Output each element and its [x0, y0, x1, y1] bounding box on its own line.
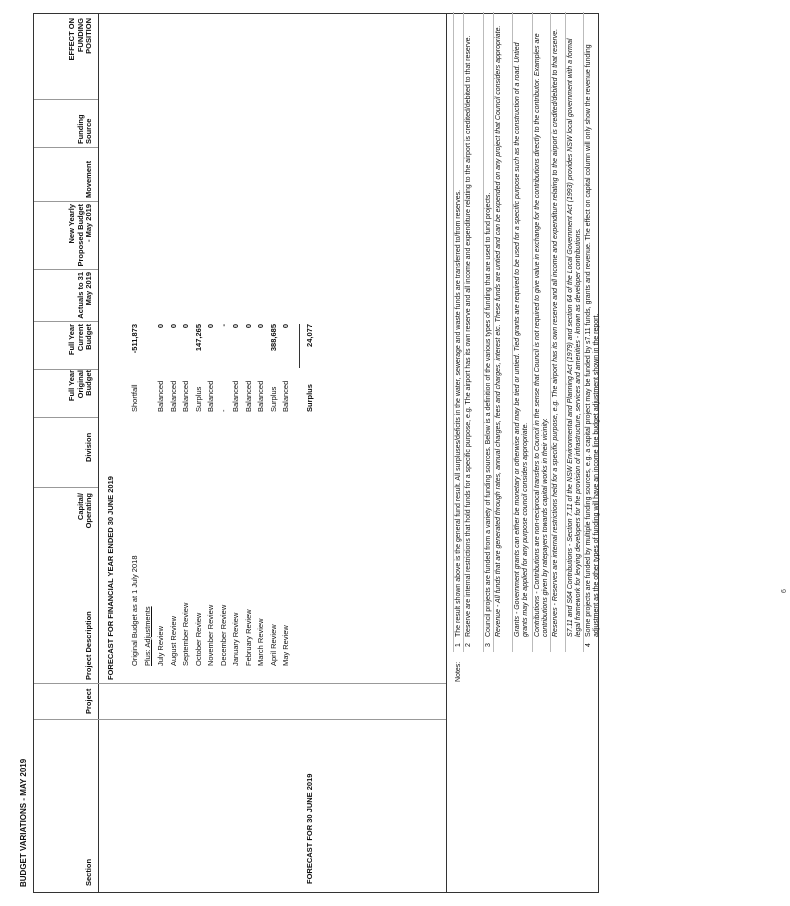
forecast-heading: FORECAST FOR FINANCIAL YEAR ENDED 30 JUNE 2019	[106, 476, 115, 680]
note-divider	[565, 12, 566, 652]
review-status: Balanced	[206, 380, 215, 412]
review-label: April Review	[268, 624, 278, 666]
review-status: Balanced	[168, 380, 178, 412]
note-text: Revenue - All funds that are generated through rates, annual charges, fees and charges, interest etc. These funds are untied and can be expended on any project that Council considers appropriate.	[495, 25, 502, 637]
table-header	[34, 14, 99, 892]
note-text: Some projects are funded by multiple funding sources, e.g. a capital project may be funded by s7.11 funds, grants and revenue. The effect on capital column will only show the revenue funding adjustment as the other types of funding will have an income line budget adjustment shown in the report.	[585, 44, 601, 637]
review-value: 0	[243, 324, 253, 329]
review-label: July Review	[156, 625, 165, 666]
note-divider	[532, 12, 533, 652]
page-number: 6	[781, 589, 788, 593]
review-status: Surplus	[268, 386, 278, 412]
header-funding-source: Funding Source	[75, 114, 94, 144]
note-divider	[483, 12, 484, 652]
forecast-total-label: FORECAST FOR 30 JUNE 2019	[305, 773, 314, 884]
column-divider	[34, 99, 98, 100]
header-current-budget: Full Year Current Budget	[67, 324, 94, 356]
header-project: Project	[84, 688, 94, 714]
note-text: S7.11 and S64 Contributions - Section 7.11 of the NSW Environmental and Planning Act (1979) and section 64 of the Local Government Act (1993) provides NSW local government with a formal legal framework for levying developers for the provision of infrastructure, services and amenities - known as developer contributions.	[567, 38, 583, 637]
review-value: 147,265	[193, 324, 203, 352]
forecast-total-status: Surplus	[305, 384, 314, 412]
note-number: 1	[455, 643, 462, 647]
review-value: 0	[156, 324, 165, 329]
column-divider	[34, 683, 446, 684]
review-status: Balanced	[256, 380, 265, 412]
note-divider	[550, 12, 551, 652]
original-budget-status: Shortfall	[130, 384, 139, 412]
note-text: Reserve are internal restrictions that hold funds for a specific purpose, e.g. The airport has its own reserve and all income and expenditure relating to the airport is credited/debited to that reserve.	[465, 35, 472, 637]
review-label: January Review	[231, 612, 240, 666]
column-divider	[34, 147, 98, 148]
notes-label: Notes:	[455, 661, 462, 682]
column-divider	[34, 269, 98, 270]
review-value: 0	[281, 324, 290, 329]
note-text: Reserves - Reserves are internal restrictions held for a specific purpose, e.g. The airport has its own reserve and all income and expenditure relating to the airport is credited/debited to that reserve.	[552, 28, 559, 637]
review-status: Balanced	[181, 380, 190, 412]
note-text: Contributions - Contributions are non-reciprocal transfers to Council in the sense that Council is not required to give value in exchange for the contributions directly to the contributor. Examples are contributions given by ratepayers towards capital works in their vicinity.	[534, 33, 550, 637]
forecast-total-value: 24,077	[305, 324, 314, 347]
review-label: December Review	[218, 604, 228, 666]
header-proposed-budget: New Yearly Proposed Budget - May 2019	[67, 204, 94, 267]
report-title: BUDGET VARIATIONS - MAY 2019	[19, 758, 28, 887]
column-divider	[34, 369, 98, 370]
review-value: 0	[231, 324, 240, 329]
note-number: 4	[585, 643, 592, 647]
review-label: August Review	[168, 615, 178, 666]
column-divider	[34, 321, 98, 322]
header-effect-on-funding: EFFECT ON FUNDING POSITION	[67, 18, 94, 61]
original-budget-value: -511,873	[130, 324, 139, 354]
note-divider	[453, 12, 454, 652]
review-status: -	[218, 409, 228, 412]
original-budget-label: Original Budget as at 1 July 2018	[130, 555, 139, 666]
review-label: May Review	[281, 625, 290, 666]
review-value: 388,685	[268, 324, 278, 352]
note-text: The result shown above is the general fund result. All surpluses/deficits in the water, sewerage and waste funds are transferred to/from reserves.	[455, 189, 462, 637]
review-status: Balanced	[243, 380, 253, 412]
review-label: November Review	[206, 604, 215, 666]
total-rule	[299, 324, 300, 368]
note-divider	[512, 12, 513, 652]
header-capital-operating: Capital/ Operating	[75, 493, 94, 529]
note-divider	[583, 12, 584, 652]
budget-variations-sheet	[13, 13, 788, 893]
review-value: -	[218, 324, 228, 327]
note-divider	[463, 12, 464, 652]
review-label: September Review	[181, 602, 190, 666]
note-number: 2	[465, 643, 472, 647]
review-value: 0	[181, 324, 190, 329]
column-divider	[34, 417, 98, 418]
note-text: Grants - Government grants can either be monetary or otherwise and may be tied or untied. Tied grants are required to be used for a specific purpose such as the construction of a road. Untied grants may be applied for any purpose council considers appropriate.	[514, 42, 530, 637]
column-divider	[34, 487, 98, 488]
review-value: 0	[256, 324, 265, 329]
note-divider	[493, 12, 494, 652]
column-divider	[34, 201, 98, 202]
header-actuals: Actuals to 31 May 2019	[75, 272, 94, 319]
review-status: Balanced	[156, 380, 165, 412]
review-label: February Review	[243, 609, 253, 666]
column-divider	[34, 719, 446, 720]
review-label: October Review	[193, 612, 203, 666]
review-status: Balanced	[281, 380, 290, 412]
review-label: March Review	[256, 618, 265, 666]
review-value: 0	[206, 324, 215, 329]
plus-adjustments-label: Plus: Adjustments	[143, 606, 152, 666]
review-status: Balanced	[231, 380, 240, 412]
review-value: 0	[168, 324, 178, 329]
review-status: Surplus	[193, 386, 203, 412]
report-table	[33, 13, 599, 893]
notes-section	[446, 14, 601, 892]
header-section: Section	[84, 858, 94, 886]
header-original-budget: Full Year Original Budget	[67, 370, 94, 402]
note-text: Council projects are funded from a variety of funding sources. Below is a definition of the various types of funding that are used to fund projects.	[485, 192, 492, 637]
note-number: 3	[485, 643, 492, 647]
header-movement: Movement	[84, 160, 94, 198]
header-division: Division	[84, 432, 94, 462]
header-description: Project Description	[84, 611, 94, 680]
